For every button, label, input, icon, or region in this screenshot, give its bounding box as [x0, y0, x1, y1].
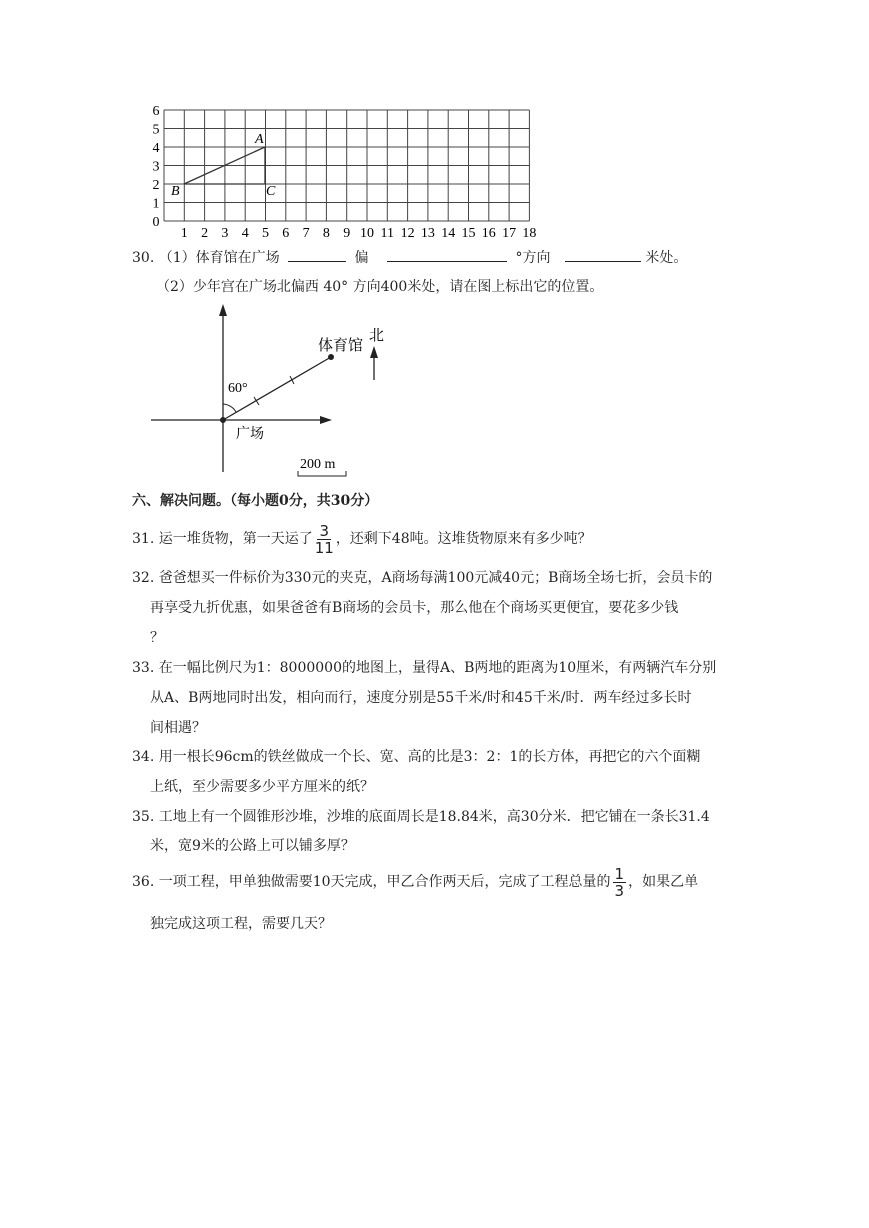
north-arrow-head	[370, 346, 378, 358]
grid-y-tick: 2	[152, 178, 160, 193]
grid-y-tick: 4	[152, 141, 160, 156]
q31-frac-num: 3	[319, 521, 330, 540]
q32-number: 32.	[132, 570, 155, 586]
grid-x-tick: 12	[400, 226, 415, 240]
grid-x-tick: 6	[282, 226, 290, 240]
q35-number: 35.	[132, 809, 155, 825]
q35-line1-text: 工地上有一个圆锥形沙堆，沙堆的底面周长是18.84米，高30分米．把它铺在一条长31.4	[158, 809, 710, 825]
grid-x-tick: 3	[221, 226, 229, 240]
q30-part1-suffix: 米处。	[645, 250, 688, 266]
q36-text-b: ，如果乙单	[628, 874, 699, 890]
q30-number: 30.	[132, 250, 155, 266]
grid-x-tick: 2	[201, 226, 209, 240]
grid-y-tick: 3	[152, 159, 160, 175]
grid-y-tick: 5	[152, 122, 160, 138]
q36-text-a: 一项工程，甲单独做需要10天完成，甲乙合作两天后，完成了工程总量的	[158, 874, 611, 890]
q33-line1-text: 在一幅比例尺为1：8000000的地图上，量得A、B两地的距离为10厘米，有两辆汽车分别	[158, 660, 717, 676]
target-point	[328, 354, 334, 360]
grid-x-tick: 13	[420, 226, 435, 240]
q30-blank-angle[interactable]	[387, 247, 507, 262]
grid-x-tick: 18	[522, 226, 537, 240]
grid-y-tick: 1	[152, 196, 160, 212]
q32-line1-text: 爸爸想买一件标价为330元的夹克，A商场每满100元减40元；B商场全场七折，会员卡的	[158, 570, 713, 586]
q30-part1-prefix: （1）体育馆在广场	[158, 250, 280, 266]
grid-x-tick: 7	[302, 226, 310, 240]
q31-text-b: ，还剩下48吨。这堆货物原来有多少吨？	[335, 531, 592, 547]
q36-frac-num: 1	[614, 864, 625, 883]
q35-line2: 米，宽9米的公路上可以铺多厚？	[150, 838, 355, 854]
scale-label: 200 m	[300, 457, 336, 472]
q30-blank-distance[interactable]	[565, 247, 641, 262]
grid-x-tick: 16	[481, 226, 496, 240]
vertical-axis-arrow	[219, 304, 227, 316]
q33-line3: 间相遇？	[150, 720, 206, 736]
grid-x-tick: 1	[180, 226, 188, 240]
grid-x-tick: 4	[241, 226, 249, 240]
origin-point	[220, 417, 226, 423]
q36-frac-den: 3	[614, 881, 625, 900]
grid-y-tick: 0	[152, 215, 160, 230]
q35-line1	[132, 807, 710, 827]
angle-label: 60°	[228, 381, 248, 396]
q31	[132, 521, 592, 557]
angle-arc	[223, 404, 236, 412]
grid-y-tick-labels	[153, 104, 160, 230]
horizontal-axis-arrow	[320, 416, 332, 424]
origin-label: 广场	[236, 427, 264, 442]
q34-line1	[132, 747, 700, 767]
section-6-heading: 六、解决问题。（每小题0分，共30分）	[132, 493, 379, 509]
grid-x-tick: 17	[502, 226, 517, 240]
q34-line2: 上纸，至少需要多少平方厘米的纸？	[150, 779, 374, 795]
coordinate-grid-figure	[140, 104, 550, 240]
q30-part2: （2）少年宫在广场北偏西 40° 方向400米处，请在图上标出它的位置。	[156, 279, 604, 295]
north-label: 北	[369, 328, 385, 344]
q31-text-a: 运一堆货物，第一天运了	[158, 531, 313, 547]
point-c-label: C	[266, 184, 276, 199]
q33-line2: 从A、B两地同时出发，相向而行，速度分别是55千米/时和45千米/时．两车经过多长时	[150, 690, 692, 706]
grid-x-tick: 15	[461, 226, 476, 240]
grid-x-tick: 9	[343, 226, 351, 240]
q30-part1-mid1: 偏	[354, 250, 369, 266]
grid-x-tick: 5	[262, 226, 269, 240]
q36-fraction	[613, 866, 627, 899]
q31-number: 31.	[132, 531, 155, 547]
grid-x-tick-labels	[181, 226, 537, 240]
q30-blank-direction[interactable]	[288, 247, 346, 262]
q32-line2: 再享受九折优惠，如果爸爸有B商场的会员卡，那么他在个商场买更便宜，要花多少钱	[150, 600, 679, 616]
target-label: 体育馆	[318, 338, 364, 354]
grid-x-tick: 11	[380, 226, 395, 240]
direction-figure	[148, 300, 393, 480]
q31-fraction	[315, 523, 334, 556]
q36-line2: 独完成这项工程，需要几天？	[150, 916, 332, 932]
q34-number: 34.	[132, 749, 155, 765]
grid-lines	[164, 110, 529, 221]
q31-frac-den: 11	[314, 538, 334, 557]
q32-line3: ？	[150, 630, 164, 646]
q34-line1-text: 用一根长96cm的铁丝做成一个长、宽、高的比是3：2：1的长方体，再把它的六个面糊	[158, 749, 701, 765]
point-b-label: B	[171, 184, 180, 199]
grid-x-tick: 10	[360, 226, 374, 240]
grid-x-tick: 8	[322, 226, 330, 240]
q36-line1	[132, 864, 698, 900]
q33-number: 33.	[132, 660, 155, 676]
grid-x-tick: 14	[441, 226, 456, 240]
q36-number: 36.	[132, 874, 155, 890]
point-a-label: A	[255, 132, 264, 147]
q30-part1	[132, 247, 687, 268]
q32-line1	[132, 568, 712, 588]
q33-line1	[132, 658, 716, 678]
grid-y-tick: 6	[152, 104, 160, 119]
q30-part1-mid2: °方向	[515, 250, 551, 266]
